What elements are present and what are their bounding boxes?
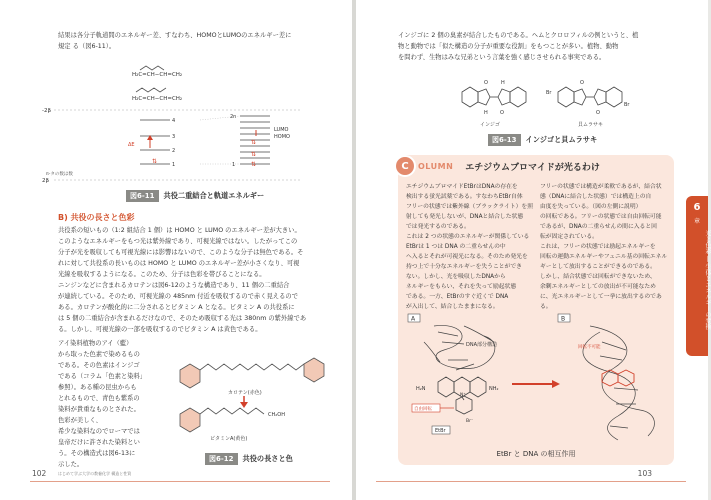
figure-number: 図6-11 <box>126 190 159 202</box>
left-top-text <box>58 30 291 52</box>
column-word: OLUMN <box>418 161 454 171</box>
vitamin-a-label: ビタミンA(黄色) <box>210 436 248 442</box>
text-line: では発光するのである。 <box>406 224 470 230</box>
figure-6-11-diagram <box>40 62 320 187</box>
text-line: EtBrは 1 つは DNA の二重らせんの中 <box>406 244 506 250</box>
delta-e-label: ΔE <box>128 142 135 148</box>
y-label-top: -2β <box>42 108 51 114</box>
o-label: O <box>484 80 488 86</box>
figure-title: インジゴと貝ムラサキ <box>525 135 598 144</box>
text-line: が入出して、結合したままになる。 <box>406 304 499 310</box>
figure-6-11-caption <box>126 190 264 202</box>
text-line: であるが、DNAの二重らせんの間に入ると回 <box>540 224 657 230</box>
text-line: とれるもので、青色も紫系の <box>58 395 140 402</box>
o-label: O <box>580 80 584 86</box>
no-rotation-label: 回転不可能 <box>578 345 601 350</box>
h-label: H <box>484 110 488 116</box>
figure-title: 共役の長さと色 <box>242 454 293 463</box>
level-label: 2 <box>172 148 176 154</box>
left-page <box>0 0 352 500</box>
text-line: である。その色素はインジゴ <box>58 362 140 369</box>
n-plus-label: N⁺ <box>460 393 466 398</box>
column-right-text <box>540 182 668 312</box>
footer-rule <box>30 481 330 482</box>
free-rotation-label: 自由回転 <box>414 407 432 412</box>
text-line: 示した。 <box>58 461 84 468</box>
ethbr-intercalated <box>602 370 634 386</box>
text-line: これは、フリーの状態では励起エネルギーを <box>540 244 656 250</box>
text-line: 希少な染料なのでローマでは <box>58 428 140 435</box>
lumo-label: LUMO <box>274 127 289 133</box>
nh2-label: NH₂ <box>489 386 499 392</box>
svg-text:⇅: ⇅ <box>251 139 257 146</box>
text-line: 射しても発光しないが、DNAと結合した状態 <box>406 214 524 220</box>
figure-6-12-caption <box>205 453 293 465</box>
text-line: 転が固定されている。 <box>540 234 598 240</box>
dna-helix-b <box>583 326 655 440</box>
chapter-side-tab <box>686 196 711 356</box>
panel-a-label: A <box>411 315 416 323</box>
ch2oh-label: CH₂OH <box>268 412 285 418</box>
h2n-label: H₂N <box>416 386 426 392</box>
right-top-text <box>398 30 678 63</box>
text-line: ニンジンなどに含まれるカロテンは図6-12のような構造であり、11 個の二重結合 <box>58 282 290 289</box>
right-page <box>356 0 711 500</box>
svg-text:⇅: ⇅ <box>251 161 257 168</box>
figure-title: 共役二重結合と軌道エネルギー <box>163 191 265 200</box>
text-line: 規定 る（図6-11）。 <box>58 43 116 50</box>
ethbr-caption: EtBr と DNA の相互作用 <box>496 450 576 458</box>
chapter-number: 6 <box>693 202 701 213</box>
text-line: を問わず、生物はみな兄弟という言葉を強く感じさせられる事実である。 <box>398 54 606 61</box>
section-heading: B) 共役の長さと色彩 <box>58 213 135 222</box>
br-minus-label: Br⁻ <box>466 419 474 424</box>
ethbr-dna-diagram <box>404 312 670 446</box>
column-logo: C <box>394 155 416 177</box>
column-title: エチジウムブロマイドが光るわけ <box>465 162 600 173</box>
dna-label: DNA部分構造 <box>466 342 498 348</box>
homo-label: HOMO <box>274 134 290 140</box>
text-line: る。しかし、可視光線の一部を吸収するのでビタミン A は黄色である。 <box>58 326 262 333</box>
text-line: ギーとして放出することができるのである。 <box>540 264 656 270</box>
text-line: である（コラム「色素と染料」 <box>58 373 147 380</box>
text-line: 光線を吸収するようになる。このため、分子は色彩を帯びることになる。 <box>58 271 266 278</box>
text-line: 共役系の短いもの（1:2 組結合 1 個）は HOMO と LUMO のエネルギー差が大きい。 <box>58 227 301 234</box>
figure-6-13-diagram <box>448 72 648 128</box>
level-label: 1 <box>172 162 176 168</box>
left-narrow-text <box>58 338 178 470</box>
br-label: Br <box>546 90 552 96</box>
page-number: 103 <box>637 469 652 478</box>
text-line: 態（DNAに結合した状態）では構造上の自 <box>540 194 652 200</box>
text-line: う。その構造式は図6-13に <box>58 450 136 457</box>
column-header <box>398 155 674 177</box>
footer-rule <box>376 481 686 482</box>
text-line: フリーの状態では紫外線（ブラックライト）を照 <box>406 204 534 210</box>
text-line: は 5 個の二重結合が含まれるだけなので、そのため吸収する光は 380nm の紫外線であ <box>58 315 307 322</box>
formula-1: H₂C=CH−CH=CH₂ <box>132 72 183 78</box>
text-line: が連続している。そのため、可視光線の 485nm 付近を吸収するので赤く見えるので <box>58 293 298 300</box>
text-line: これは 2 つの状態のエネルギーが関係している <box>406 234 530 240</box>
text-line: 皇帝だけに許された染料とい <box>58 439 140 446</box>
text-line: 結果は各分子軌道間のエネルギー差、すなわち、HOMOとLUMOのエネルギー差に <box>58 32 292 39</box>
text-line: 物と動物では「似た構造の分子が重要な役割」をもつことが多い。植物、動物 <box>398 43 619 50</box>
text-line: ない。しかし、光を吸収したDNAから <box>406 274 506 280</box>
text-line: の回転である。フリーの状態では自由回転可能 <box>540 214 662 220</box>
text-line: へ入るとそれが可視光になる。そのため発光を <box>406 254 528 260</box>
br-label: Br <box>624 102 630 108</box>
tyrian-label: 貝ムラサキ <box>578 122 604 128</box>
text-line: 持つ上で十分なエネルギーを失うことができ <box>406 264 522 270</box>
y-label-bottom: 2β <box>42 178 50 184</box>
text-line: 余剰エネルギーとしての放出が不可能なため <box>540 284 656 290</box>
ethbr-label: EtBr <box>435 428 446 434</box>
level-label: 2n <box>230 114 237 120</box>
chapter-title: 光と色彩 ― 生体とエネルギーの変換 <box>704 230 711 330</box>
svg-text:⇅: ⇅ <box>251 151 257 158</box>
h-label: H <box>501 80 505 86</box>
column-left-text <box>406 182 534 312</box>
footer-text: はじめて学ぶ大学の教養化学 構造と性質 <box>58 471 132 476</box>
figure-6-12-diagram <box>170 352 342 452</box>
panel-b-label: B <box>561 315 566 323</box>
text-line: 検出する蛍光試薬である。すなわちEtBr自体 <box>406 194 523 200</box>
level-label: 4 <box>172 118 176 124</box>
level-label: 3 <box>172 134 176 140</box>
text-line: 色彩が美しく、 <box>58 417 102 424</box>
text-line: 回転の運動エネルギーやフェニル基の回転エネル <box>540 254 668 260</box>
tyrian-structure <box>558 87 622 107</box>
figure-number: 図6-12 <box>205 453 238 465</box>
text-line: フリーの状態では構造が柔軟であるが、結合状 <box>540 184 662 190</box>
page-number: 102 <box>32 469 47 478</box>
o-label: O <box>500 110 504 116</box>
text-line: ある。カロテンが酸化的に二分されるとビタミン A となる。ビタミン A の共役系に <box>58 304 295 311</box>
x-axis-label: π-タの数は数 <box>46 172 73 177</box>
text-line: インジゴに 2 個の臭素が結合したものである。ヘムとクロロフィルの例というと、植 <box>398 32 639 39</box>
text-line: に、光エネルギーとして一挙に放出するのである。 <box>540 294 662 310</box>
text-line: エチジウムブロマイドEtBrはDNAの存在を <box>406 184 518 190</box>
indigo-structure <box>462 87 526 107</box>
level-label: 1 <box>232 162 236 168</box>
text-line: 分子が光を吸収しても可視光線には影響はないので、このような分子は無色である。そ <box>58 249 304 256</box>
text-line: れに対して共役系の長いものは HOMO と LUMO のエネルギー差が小さくなり、可視 <box>58 260 300 267</box>
text-line: しかし、結合状態では回転ができないため、 <box>540 274 656 280</box>
indigo-label: インジゴ <box>480 122 500 128</box>
svg-text:⇅: ⇅ <box>152 158 158 165</box>
o-label: O <box>596 110 600 116</box>
figure-number: 図6-13 <box>488 134 521 146</box>
text-line: から取った色素で染めるもの <box>58 351 140 358</box>
text-line: アイ染料植物のアイ（藍） <box>58 340 133 347</box>
figure-6-13-caption <box>488 134 597 146</box>
text-line: 由度を失っている。（図の左側に説明） <box>540 204 642 210</box>
text-line: である。一方、EtBrのすぐ近くで DNA <box>406 294 509 300</box>
text-line: 参照）。ある種の昆虫からも <box>58 384 137 391</box>
text-line: ネルギーをもらい、それを失って励起状態 <box>406 284 517 290</box>
left-body-text <box>58 225 343 335</box>
chapter-char: 章 <box>693 218 700 225</box>
text-line: このようなエネルギーをもつ光は紫外線であり、可視光線ではない。したがってこの <box>58 238 298 245</box>
text-line: 染料が貴重なものとされた。 <box>58 406 140 413</box>
formula-2: H₂C=CH−CH=CH₂ <box>132 96 183 102</box>
carotene-label: カロテン(赤色) <box>228 390 262 396</box>
